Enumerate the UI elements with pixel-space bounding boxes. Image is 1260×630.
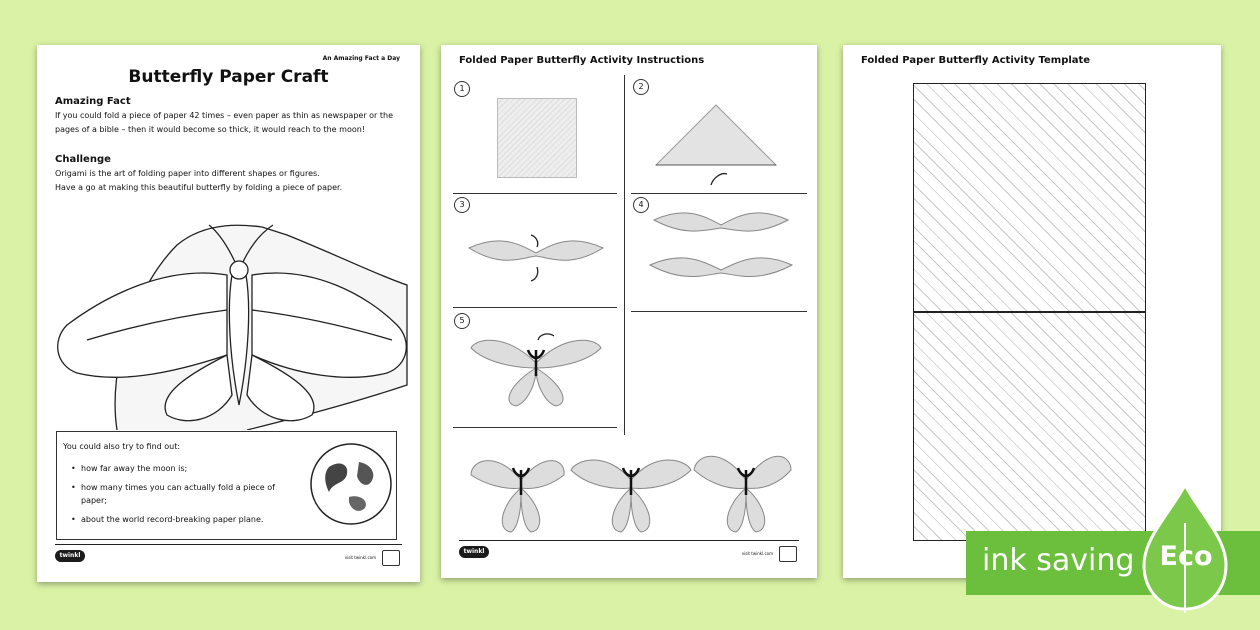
recycle-badge-icon [382,550,400,566]
find-out-list [81,462,291,532]
footer-rule [55,544,402,545]
recycle-badge-icon [779,546,797,562]
divider [453,193,617,194]
list-item: • how far away the moon is; [81,462,291,475]
tagline: An Amazing Fact a Day [322,55,400,62]
template-box-top [913,83,1146,312]
finished-butterflies-illustration [466,440,796,540]
folded-triangle-illustration [651,100,781,190]
eco-badge-text: Eco [1159,541,1213,572]
step-2-number: 2 [633,79,649,95]
divider [631,311,807,312]
challenge-heading: Challenge [55,154,111,165]
challenge-line-1: Origami is the art of folding paper into different shapes or figures. [55,169,320,178]
two-pleats-illustration [646,205,796,295]
footer-rule [459,540,799,541]
list-item: • about the world record-breaking paper plane. [81,513,291,526]
pleated-fold-illustration [461,223,611,298]
find-out-lead: You could also try to find out: [63,442,181,451]
challenge-line-2: Have a go at making this beautiful butterfly by folding a piece of paper. [55,183,343,192]
assembled-butterfly-illustration [466,328,606,408]
step-3-number: 3 [454,197,470,213]
visit-link: visit twinkl.com [344,555,376,560]
twinkl-logo: twinkl [55,550,85,562]
page-title: Butterfly Paper Craft [128,67,329,87]
ink-saving-label: ink saving [982,543,1135,578]
divider [631,193,807,194]
paper-square-illustration [497,98,577,178]
visit-link: visit twinkl.com [741,551,773,556]
fact-text: If you could fold a piece of paper 42 times – even paper as thin as newspaper or the pages of a bible – then it would become so thick, it would reach to the moon! [55,111,394,134]
divider [453,307,617,308]
twinkl-logo: twinkl [459,546,489,558]
fact-heading: Amazing Fact [55,96,131,107]
find-out-box [56,431,397,540]
divider [624,75,625,435]
moon-globe-illustration [309,442,393,526]
list-item: • how many times you can actually fold a piece of paper; [81,481,291,507]
step-1-number: 1 [454,81,470,97]
instructions-title: Folded Paper Butterfly Activity Instructions [459,55,705,66]
fact-sheet [37,45,420,582]
divider [453,427,617,428]
template-title: Folded Paper Butterfly Activity Template [861,55,1091,66]
instructions-sheet [441,45,817,578]
butterfly-illustration [47,215,412,430]
step-4-number: 4 [633,197,649,213]
step-5-number: 5 [454,313,470,329]
template-box-bottom [913,312,1146,541]
